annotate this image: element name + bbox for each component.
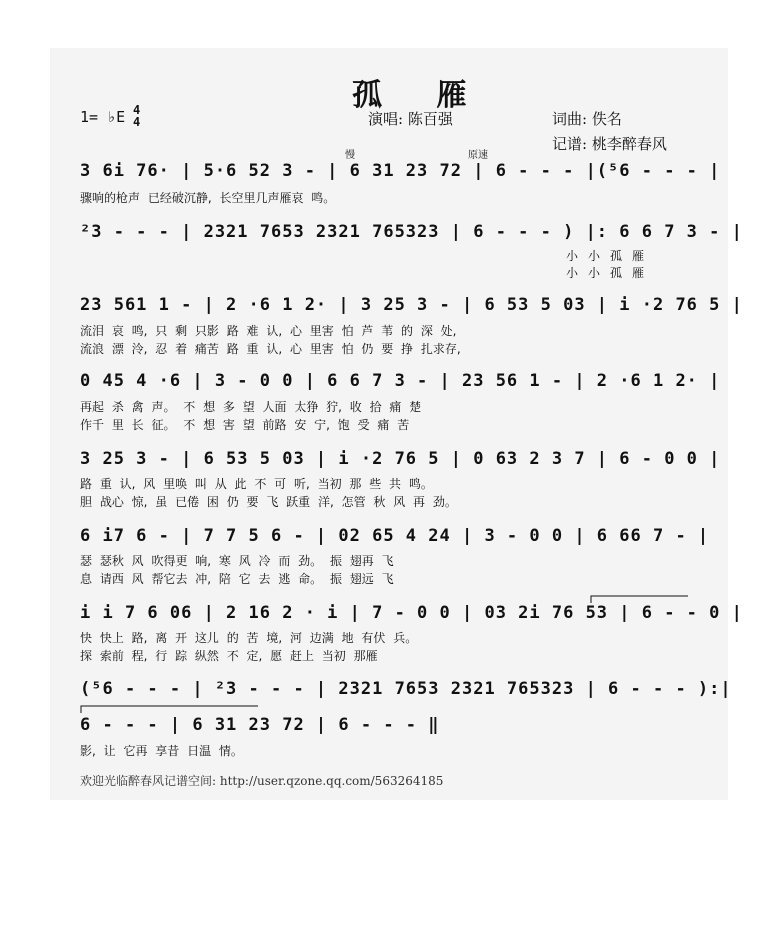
lyricist-composer-credit: 词曲: 佚名 xyxy=(552,110,622,128)
notation-line-7: i i 7 6 06 | 2 16 2 · i | 7 - 0 0 | 03 2i 76 53 | 6 - - 0 | xyxy=(80,603,743,623)
lyrics-line-3-verse-2: 流浪 漂 泠, 忍 着 痛苦 路 重 认, 心 里害 怕 仍 要 挣 扎求存, xyxy=(80,342,461,356)
lyrics-line-4-verse-1: 再起 杀 禽 声。 不 想 多 望 人面 太狰 狞, 收 拾 痛 楚 xyxy=(80,400,422,414)
notation-line-6: 6 i7 6 - | 7 7 5 6 - | 02 65 4 24 | 3 - 0 0 | 6 66 7 - | xyxy=(80,526,710,546)
tempo-mark-original: 原速 xyxy=(468,150,488,161)
notation-line-2: ²3 - - - | 2321 7653 2321 765323 | 6 - - - ) |: 6 6 7 3 - | xyxy=(80,222,743,242)
time-signature-top: 4 xyxy=(133,103,141,117)
notation-line-9: 6 - - - | 6 31 23 72 | 6 - - - ‖ xyxy=(80,715,440,735)
lyrics-line-5-verse-2: 胆 战心 惊, 虽 已倦 困 仍 要 飞 跃重 洋, 怎管 秋 风 再 劲。 xyxy=(80,495,457,509)
lyrics-line-2-verse-1: 小小孤雁 xyxy=(566,249,655,263)
notation-line-4: 0 45 4 ·6 | 3 - 0 0 | 6 6 7 3 - | 23 56 1 - | 2 ·6 1 2· | xyxy=(80,371,721,391)
tempo-mark-slow: 慢 xyxy=(345,150,355,161)
lyrics-line-4-verse-2: 作千 里 长 征。 不 想 害 望 前路 安 宁, 饱 受 痛 苦 xyxy=(80,418,410,432)
lyrics-line-7-verse-2: 探 索前 程, 行 踪 纵然 不 定, 愿 赶上 当初 那雁 xyxy=(80,649,378,663)
transcriber-credit: 记谱: 桃李醉春风 xyxy=(552,135,667,153)
lyrics-line-7-verse-1: 快 快上 路, 离 开 这儿 的 苦 境, 河 边满 地 有伏 兵。 xyxy=(80,631,418,645)
lyrics-line-1-verse-1: 骤响的枪声 已经破沉静, 长空里几声雁哀 鸣。 xyxy=(80,191,336,205)
singer-credit: 演唱: 陈百强 xyxy=(368,110,453,128)
time-signature xyxy=(133,104,140,128)
song-title: 孤 雁 xyxy=(352,78,489,113)
notation-line-5: 3 25 3 - | 6 53 5 03 | i ·2 76 5 | 0 63 2 3 7 | 6 - 0 0 | xyxy=(80,449,721,469)
time-signature-bottom: 4 xyxy=(133,115,141,129)
key-signature: 1= ♭E xyxy=(80,108,126,126)
lyrics-line-9-verse-1: 影, 让 它再 享昔 日温 情。 xyxy=(80,744,243,758)
volta-bracket-1 xyxy=(590,594,690,604)
footer-url-note: 欢迎光临醉春风记谱空间: http://user.qzone.qq.com/563264185 xyxy=(80,774,444,788)
lyrics-line-5-verse-1: 路 重 认, 风 里唤 叫 从 此 不 可 听, 当初 那 些 共 鸣。 xyxy=(80,477,433,491)
lyrics-line-2-verse-2: 小小孤雁 xyxy=(566,266,655,280)
notation-line-3: 23 561 1 - | 2 ·6 1 2· | 3 25 3 - | 6 53 5 03 | i ·2 76 5 | xyxy=(80,295,743,315)
lyrics-line-3-verse-1: 流泪 哀 鸣, 只 剩 只影 路 难 认, 心 里害 怕 芦 苇 的 深 处, xyxy=(80,324,457,338)
notation-line-8: (⁵6 - - - | ²3 - - - | 2321 7653 2321 765323 | 6 - - - ):| xyxy=(80,679,732,699)
lyrics-line-6-verse-1: 瑟 瑟秋 风 吹得更 响, 寒 风 冷 而 劲。 振 翅再 飞 xyxy=(80,554,394,568)
lyrics-line-6-verse-2: 息 请西 风 帮它去 冲, 陪 它 去 逃 命。 振 翅远 飞 xyxy=(80,572,394,586)
volta-bracket-2 xyxy=(80,704,260,714)
notation-line-1: 3 6i 76· | 5·6 52 3 - | 6 31 23 72 | 6 - - - |(⁵6 - - - | xyxy=(80,161,721,181)
